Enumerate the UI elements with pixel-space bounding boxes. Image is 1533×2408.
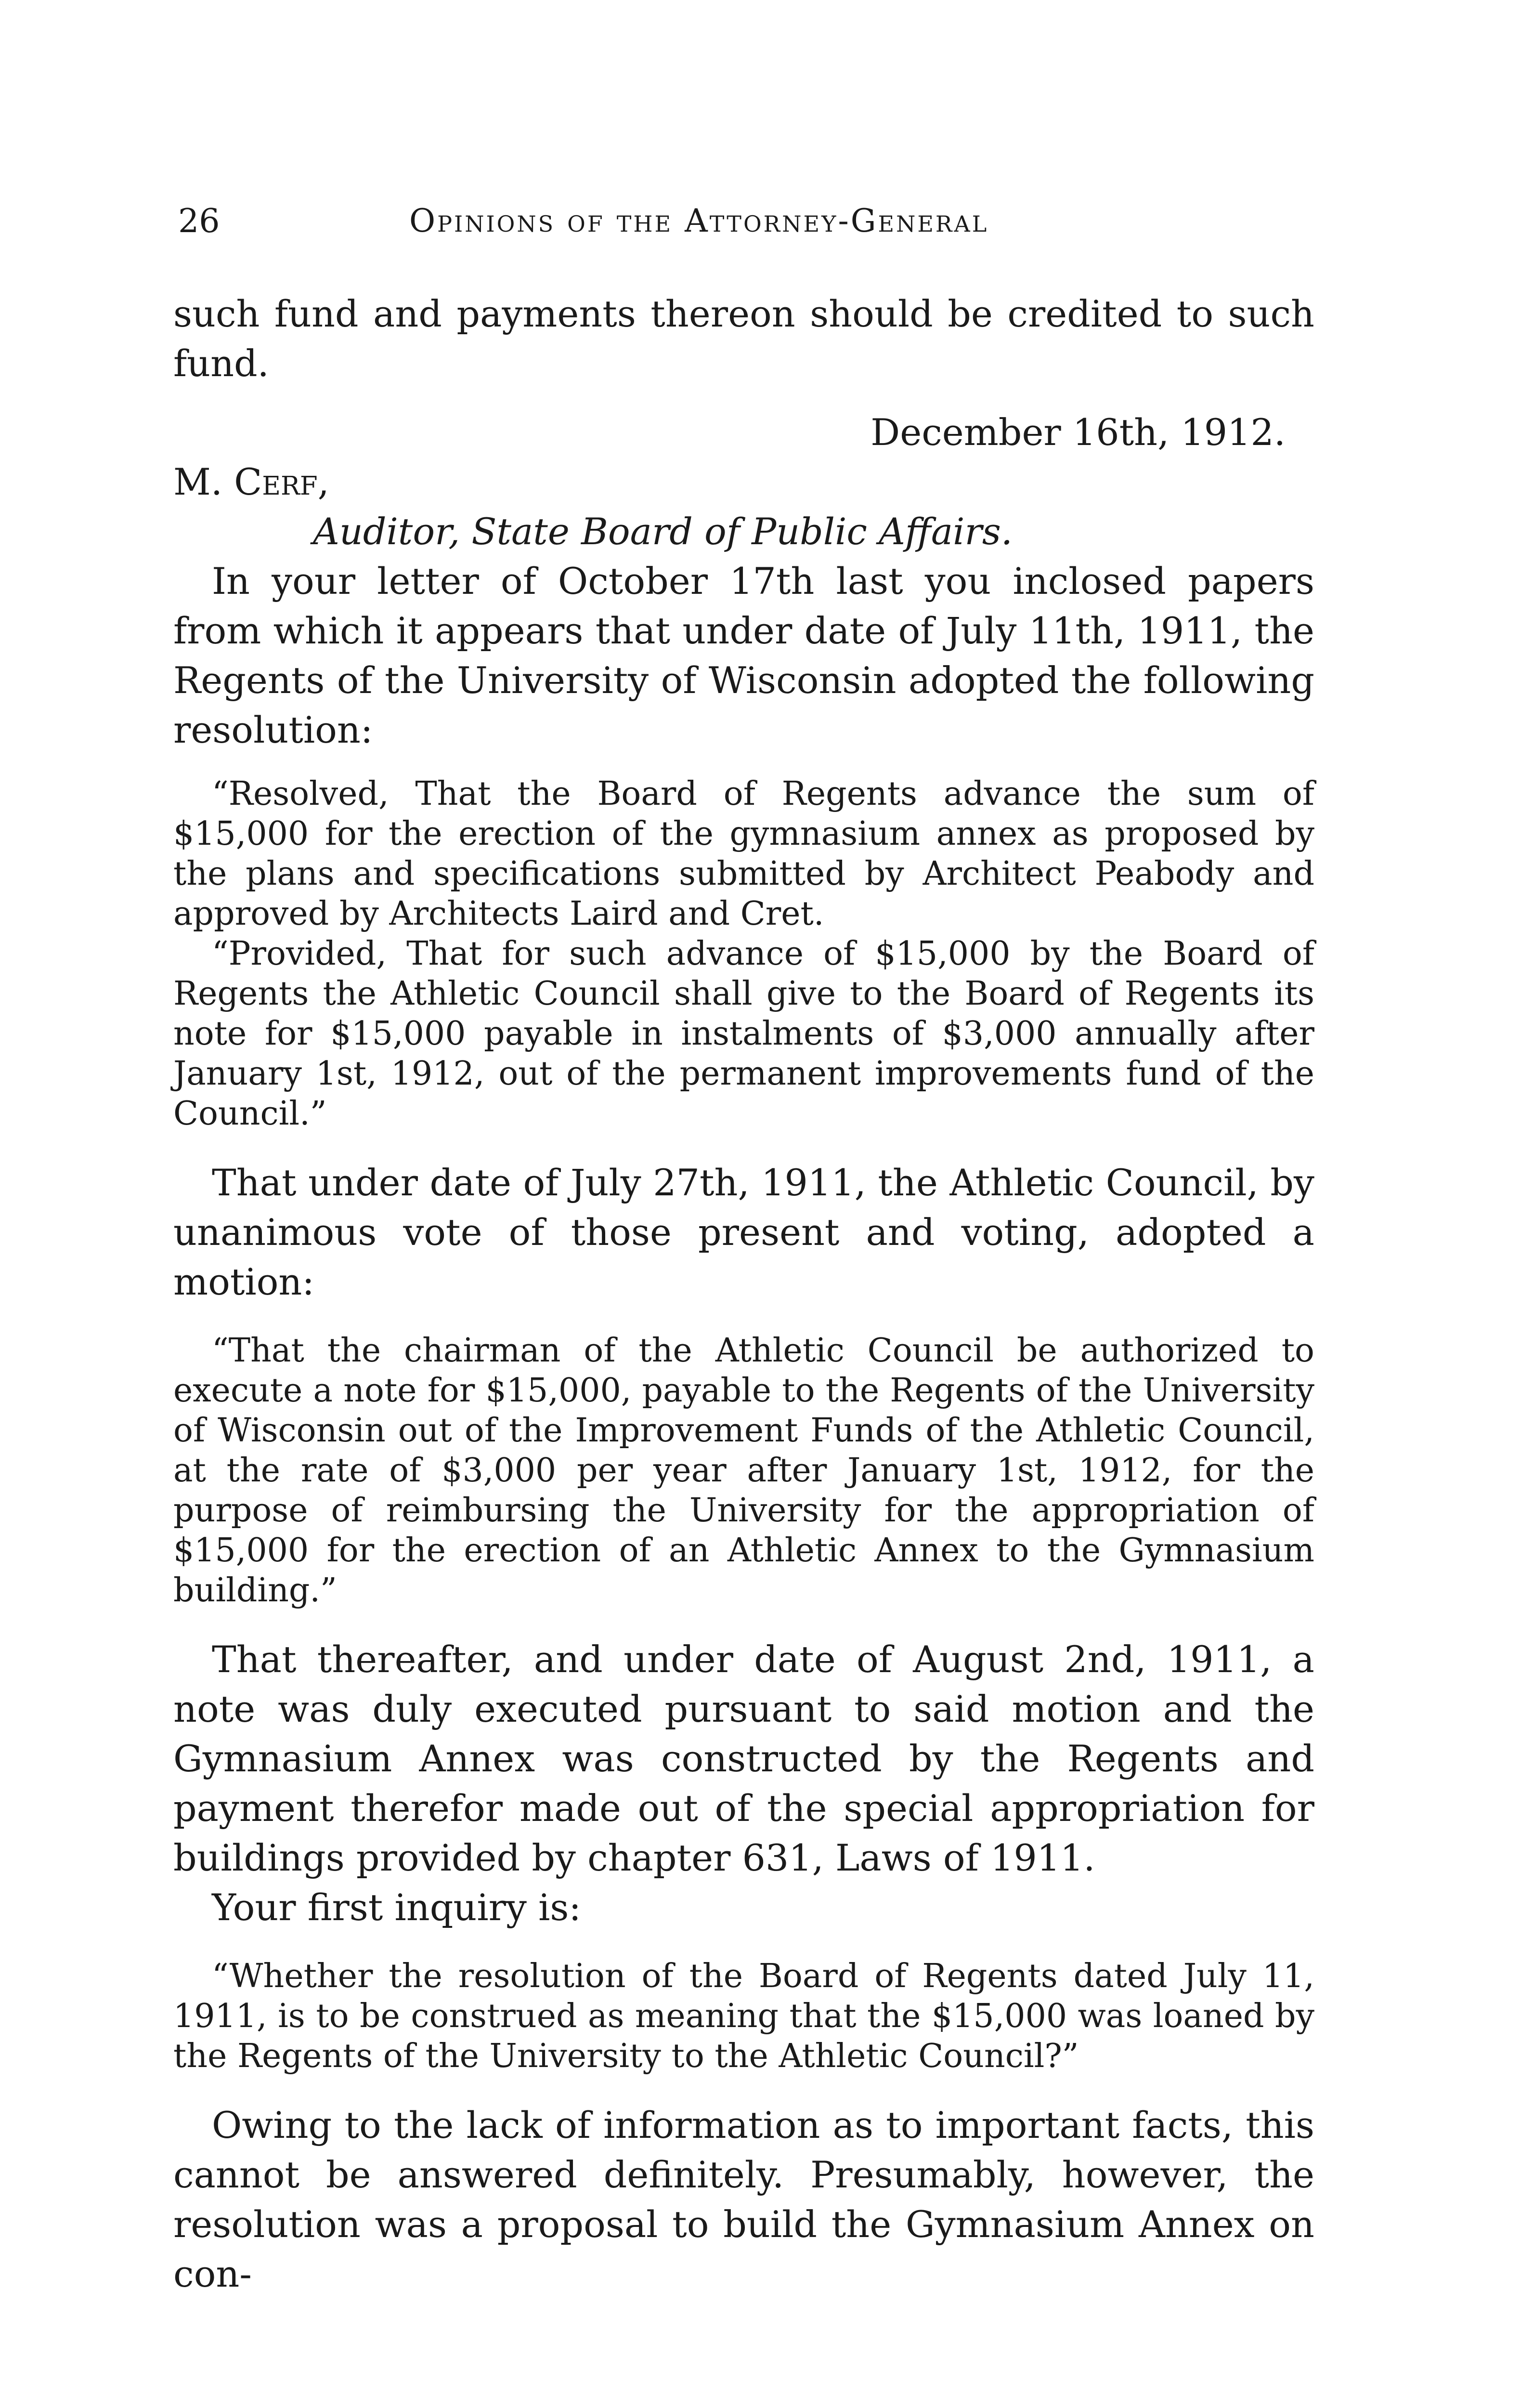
continuation-paragraph: such fund and payments thereon should be credited to such fund. bbox=[173, 292, 1314, 385]
page-number: 26 bbox=[178, 202, 220, 240]
quoted-resolution: “Resolved, That the Board of Regents advance the sum of $15,000 for the erection of the gymnasium annex as proposed by the plans and specifications submitted by Architect Peabody and approved by Architects Laird and Cret. bbox=[173, 775, 1314, 933]
quoted-proviso: “Provided, That for such advance of $15,000 by the Board of Regents the Athletic Council shall give to the Board of Regents its note for $15,000 payable in instalments of $3,000 annually after January 1st, 1912, out of the permanent improvements fund of the Council.” bbox=[173, 935, 1314, 1133]
letter-date: December 16th, 1912. bbox=[870, 411, 1286, 454]
running-title: Opinions of the Attorney-General bbox=[409, 202, 989, 239]
quoted-inquiry: “Whether the resolution of the Board of Regents dated July 11, 1911, is to be construed as meaning that the $15,000 was loaned by the Regents of the University to the Athletic Council?” bbox=[173, 1957, 1314, 2075]
addressee-name: M. Cerf, bbox=[173, 460, 329, 503]
paragraph: Your first inquiry is: bbox=[212, 1886, 581, 1929]
paragraph: In your letter of October 17th last you inclosed papers from which it appears that under date of July 11th, 1911, the Regents of the University of Wisconsin adopted the following resolution: bbox=[173, 560, 1314, 751]
page-header bbox=[173, 202, 1329, 260]
paragraph: That thereafter, and under date of August 2nd, 1911, a note was duly executed pursuant to said motion and the Gymnasium Annex was constructed by the Regents and payment therefor made out of the special appropriation for buildings provided by chapter 631, Laws of 1911. bbox=[173, 1638, 1314, 1879]
addressee-title: Auditor, State Board of Public Affairs. bbox=[313, 510, 1013, 553]
paragraph: That under date of July 27th, 1911, the Athletic Council, by unanimous vote of those present and voting, adopted a motion: bbox=[173, 1161, 1314, 1303]
quoted-motion: “That the chairman of the Athletic Council be authorized to execute a note for $15,000, payable to the Regents of the University of Wisconsin out of the Improvement Funds of the Athletic Council, at the rate of $3,000 per year after January 1st, 1912, for the purpose of reimbursing the University for the appropriation of $15,000 for the erection of an Athletic Annex to the Gymnasium building.” bbox=[173, 1332, 1314, 1610]
body-text bbox=[173, 289, 1314, 2299]
paragraph: Owing to the lack of information as to important facts, this cannot be answered definitely. Presumably, however, the resolution was a proposal to build the Gymnasium Annex on con- bbox=[173, 2104, 1314, 2295]
